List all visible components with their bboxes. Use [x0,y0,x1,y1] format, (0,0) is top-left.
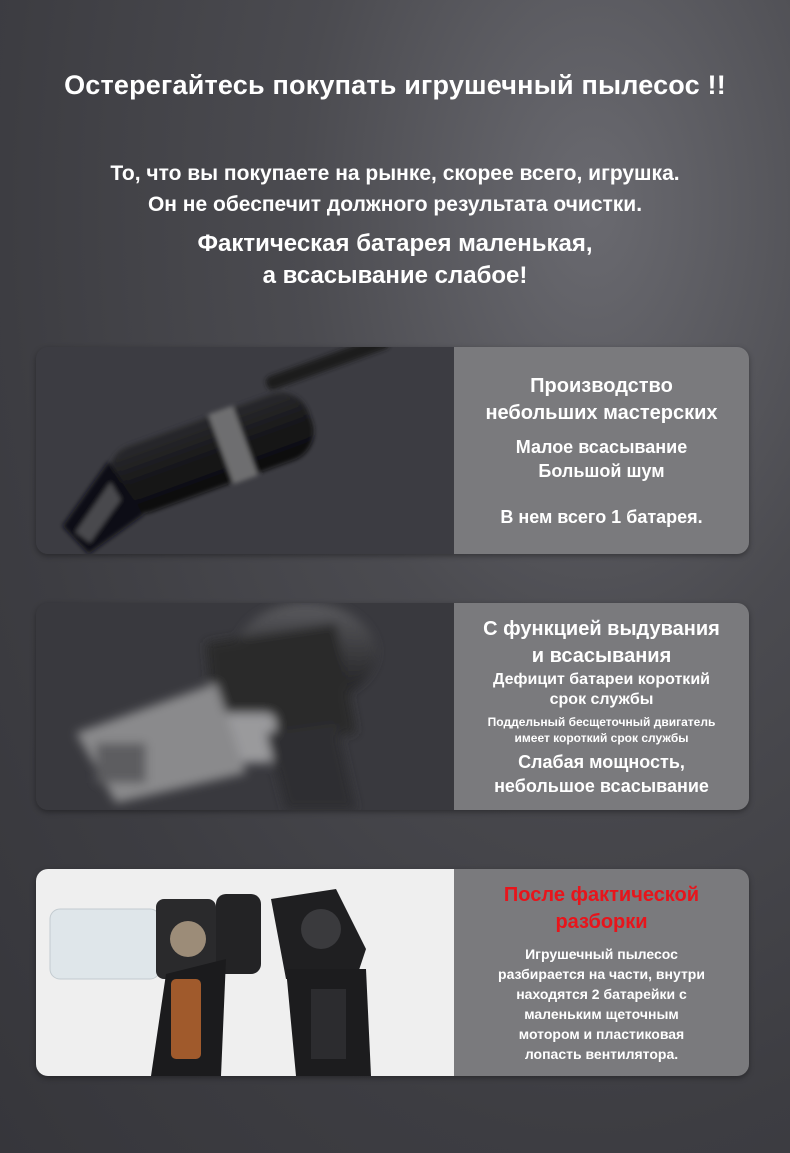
card-3-body-line-6: лопасть вентилятора. [524,1045,679,1062]
comparison-card-3 [36,869,749,1076]
card-2-title-line-1: С функцией выдувания [483,617,720,640]
card-2-tail-line-2: небольшое всасывание [494,775,709,796]
card-1-title-line-1: Производство [530,374,673,397]
card-1-line-3: В нем всего 1 батарея. [500,506,703,527]
card-3-body-line-4: маленьким щеточным [524,1005,679,1022]
disassembled-vacuum-photo [36,869,454,1076]
card-1-line-2: Большой шум [538,460,665,481]
warning-text [0,228,790,292]
card-3-body-line-5: мотором и пластиковая [518,1025,685,1042]
warning-line-2: а всасывание слабое! [262,262,528,289]
card-3-title-line-1: После фактической [503,883,700,906]
card-2-small-line-1: Поддельный бесщеточный двигатель [487,714,716,729]
warning-line-1: Фактическая батарея маленькая, [197,230,593,257]
card-3-body-line-2: разбирается на части, внутри [498,965,705,982]
card-2-title-line-2: и всасывания [531,644,672,667]
toy-vacuum-photo-1 [36,347,454,554]
card-2-tail-line-1: Слабая мощность, [518,751,685,772]
card-2-sub-line-1: Дефицит батареи короткий [493,670,710,688]
intro-line-2: Он не обеспечит должного результата очистки. [147,193,643,216]
card-2-info [454,603,749,810]
comparison-card-1 [36,347,749,554]
card-1-title-line-2: небольших мастерских [485,401,718,424]
card-3-body-line-1: Игрушечный пылесос [525,945,678,962]
card-2-small-line-2: имеет короткий срок службы [514,730,689,745]
intro-line-1: То, что вы покупаете на рынке, скорее всего, игрушка. [110,162,680,185]
headline: Остерегайтесь покупать игрушечный пылесос !! [64,70,726,100]
card-3-body-line-3: находятся 2 батарейки с [516,985,687,1002]
intro-text [0,158,790,220]
card-3-info [454,869,749,1076]
comparison-card-2 [36,603,749,810]
card-1-line-1: Малое всасывание [515,436,688,457]
card-3-title-line-2: разборки [555,910,648,933]
toy-vacuum-photo-2 [36,603,454,810]
card-1-info [454,347,749,554]
card-2-sub-line-2: срок службы [549,690,654,708]
